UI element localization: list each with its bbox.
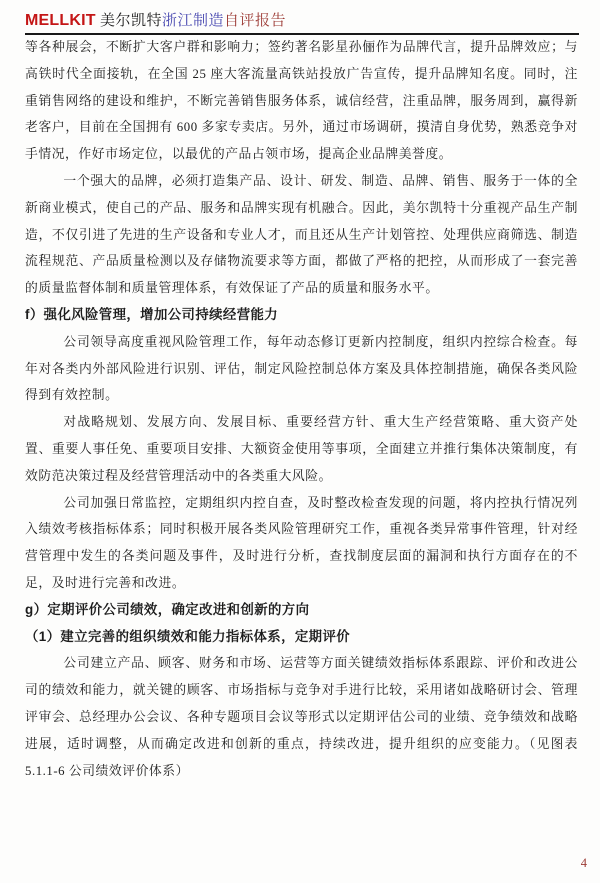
document-body	[25, 34, 578, 784]
brand-logo-text: MELLKIT	[25, 12, 96, 29]
performance-evaluation-paragraph: 公司建立产品、顾客、财务和市场、运营等方面关键绩效指标体系跟踪、评价和改进公司的绩效和能力，就关键的顾客、市场指标与竞争对手进行比较，采用诸如战略研讨会、管理评审会、总经理办公会议、各种专题项目会议等形式以定期评估公司的业绩、竞争绩效和战略进展，适时调整，从而确定改进和创新的重点，持续改进，提升组织的应变能力。（见图表 5.1.1-6 公司绩效评价体系）	[25, 656, 578, 778]
report-title-type: 自评报告	[224, 13, 287, 29]
report-header	[25, 9, 579, 35]
page-number: 4	[580, 856, 587, 870]
section-heading-g: g）定期评价公司绩效，确定改进和创新的方向	[25, 601, 310, 617]
risk-control-paragraph: 公司领导高度重视风险管理工作，每年动态修订更新内控制度，组织内控综合检查。每年对各类内外部风险进行识别、评估，制定风险控制总体方案及具体控制措施，确保各类风险得到有效控制。	[25, 334, 578, 403]
section-heading-f: f）强化风险管理，增加公司持续经营能力	[25, 306, 279, 322]
daily-monitoring-paragraph: 公司加强日常监控，定期组织内控自查，及时整改检查发现的问题，将内控执行情况列入绩效考核指标体系；同时积极开展各类风险管理研究工作，重视各类异常事件管理，针对经营管理中发生的各类问题及事件，及时进行分析，查找制度层面的漏洞和执行方面存在的不足，及时进行完善和改进。	[25, 495, 578, 590]
report-title-company: 美尔凯特	[95, 13, 162, 29]
brand-model-paragraph: 一个强大的品牌，必须打造集产品、设计、研发、制造、品牌、销售、服务于一体的全新商业模式，使自己的产品、服务和品牌实现有机融合。因此，美尔凯特十分重视产品生产制造，不仅引进了先进的生产设备和专业人才，而且还从生产计划管控、处理供应商筛选、制造流程规范、产品质量检测以及存储物流要求等方面，都做了严格的把控，从而形成了一套完善的质量监督体制和质量管理体系，有效保证了产品的质量和服务水平。	[25, 173, 578, 296]
collective-decision-paragraph: 对战略规划、发展方向、发展目标、重要经营方针、重大生产经营策略、重大资产处置、重要人事任免、重要项目安排、大额资金使用等事项，全面建立并推行集体决策制度，有效防范决策过程及经营管理活动中的各类重大风险。	[25, 415, 578, 483]
subsection-heading-1: （1）建立完善的组织绩效和能力指标体系，定期评价	[25, 628, 351, 644]
report-title-program: 浙江制造	[162, 13, 225, 29]
continuation-paragraph: 等各种展会，不断扩大客户群和影响力；签约著名影星孙俪作为品牌代言，提升品牌效应；与高铁时代全面接轨，在全国 25 座大客流量高铁站投放广告宣传，提升品牌知名度。同时，注重销售网络的建设和维护，不断完善销售服务体系，诚信经营，注重品牌，服务周到，赢得新老客户，目前在全国拥有 600 多家专卖店。另外，通过市场调研，摸清自身优势，熟悉竞争对手情况，作好市场定位，以最优的产品占领市场，提高企业品牌美誉度。	[25, 40, 578, 162]
